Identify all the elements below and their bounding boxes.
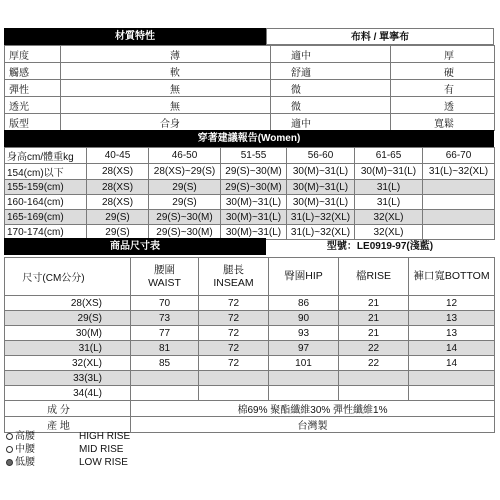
size-value (269, 371, 339, 386)
rise-option (6, 443, 206, 456)
recommend-header-cell: 51-55 (221, 148, 287, 164)
material-value-mid: 微 (271, 80, 391, 97)
recommend-cell: 28(XS)~29(S) (149, 164, 221, 180)
size-header-zh: 腰圍 (154, 263, 175, 276)
material-value-mid: 適中 (271, 46, 391, 63)
size-value: 22 (339, 356, 409, 371)
size-value (339, 371, 409, 386)
composition-value: 棉69% 聚酯纖維30% 彈性纖維1% (131, 401, 495, 417)
size-label: 30(M) (5, 326, 131, 341)
size-header-cell (269, 258, 339, 296)
size-value (131, 371, 199, 386)
recommend-cell: 32(XL) (355, 210, 423, 225)
recommend-height-cell: 155-159(cm) (5, 180, 87, 195)
recommend-header-cell: 56-60 (287, 148, 355, 164)
size-value: 81 (131, 341, 199, 356)
composition-label: 成 分 (5, 401, 131, 417)
recommend-row (5, 210, 495, 225)
size-value: 101 (269, 356, 339, 371)
recommend-cell: 30(M)~31(L) (221, 225, 287, 240)
fabric-label: 布料 / 單寧布 (266, 28, 494, 45)
size-value (409, 371, 495, 386)
size-header-zh: 褲口寬BOTTOM (413, 270, 490, 282)
materials-row (5, 97, 495, 114)
size-value: 21 (339, 296, 409, 311)
origin-label: 產 地 (5, 417, 131, 433)
materials-title-bar (4, 28, 266, 45)
size-value (199, 371, 269, 386)
size-value: 86 (269, 296, 339, 311)
materials-row (5, 114, 495, 131)
size-header-zh: 檔RISE (355, 270, 391, 282)
rise-zh: 中腰 (15, 444, 35, 455)
size-row (5, 386, 495, 401)
circle-icon (6, 446, 13, 453)
size-value: 72 (199, 311, 269, 326)
recommend-cell: 30(M)~31(L) (221, 210, 287, 225)
materials-row (5, 63, 495, 80)
material-value-mid: 舒適 (271, 63, 391, 80)
recommend-header-cell: 66-70 (423, 148, 495, 164)
rise-zh: 低腰 (15, 457, 35, 468)
recommend-cell: 29(S)~30(M) (221, 180, 287, 195)
recommend-cell: 30(M)~31(L) (287, 195, 355, 210)
material-value-high: 透 (391, 97, 495, 114)
recommend-cell: 29(S) (87, 225, 149, 240)
recommend-cell: 29(S)~30(M) (149, 225, 221, 240)
recommend-cell (423, 180, 495, 195)
material-label: 版型 (5, 114, 61, 131)
size-value: 72 (199, 296, 269, 311)
size-row (5, 356, 495, 371)
size-header-zh: 腿長 (223, 263, 244, 276)
material-value-high: 有 (391, 80, 495, 97)
recommend-height-cell: 160-164(cm) (5, 195, 87, 210)
size-value (131, 386, 199, 401)
recommend-header-cell: 46-50 (149, 148, 221, 164)
size-value: 22 (339, 341, 409, 356)
size-title-bar (4, 238, 266, 255)
origin-value: 台灣製 (131, 417, 495, 433)
recommend-cell: 29(S)~30(M) (221, 164, 287, 180)
material-value-high: 硬 (391, 63, 495, 80)
size-table (4, 257, 495, 433)
materials-table (4, 45, 495, 131)
size-header-zh: 臀圍HIP (284, 270, 323, 282)
size-value: 21 (339, 326, 409, 341)
size-value (269, 386, 339, 401)
size-label: 29(S) (5, 311, 131, 326)
size-value: 93 (269, 326, 339, 341)
recommend-cell: 28(XS) (87, 195, 149, 210)
recommend-title: 穿著建議報告(Women) (197, 133, 301, 144)
size-header-en: INSEAM (213, 276, 254, 289)
recommend-row (5, 180, 495, 195)
model-number: 型號：LE0919-97(淺藍) (326, 241, 434, 252)
rise-en: MID RISE (79, 444, 124, 455)
size-title: 商品尺寸表 (110, 241, 160, 252)
material-label: 厚度 (5, 46, 61, 63)
material-label: 觸感 (5, 63, 61, 80)
rise-option (6, 430, 206, 443)
recommend-header-cell: 61-65 (355, 148, 423, 164)
recommend-cell (423, 195, 495, 210)
material-value-low: 無 (61, 80, 271, 97)
material-label: 透光 (5, 97, 61, 114)
size-row (5, 311, 495, 326)
size-label: 28(XS) (5, 296, 131, 311)
size-value: 70 (131, 296, 199, 311)
size-value: 14 (409, 356, 495, 371)
recommend-header-row (5, 148, 495, 164)
size-value: 77 (131, 326, 199, 341)
size-row (5, 296, 495, 311)
size-header-cell (131, 258, 199, 296)
recommend-cell: 29(S) (149, 180, 221, 195)
size-value (409, 386, 495, 401)
size-value: 72 (199, 326, 269, 341)
recommend-cell: 32(XL) (355, 225, 423, 240)
material-value-mid: 微 (271, 97, 391, 114)
size-value (339, 386, 409, 401)
size-header-main: 尺寸(CM公分) (5, 258, 131, 296)
recommend-cell: 28(XS) (87, 180, 149, 195)
size-value: 73 (131, 311, 199, 326)
recommend-table (4, 147, 495, 240)
size-value: 14 (409, 341, 495, 356)
rise-option (6, 456, 206, 469)
size-value: 72 (199, 356, 269, 371)
rise-en: HIGH RISE (79, 431, 131, 442)
size-value: 13 (409, 326, 495, 341)
size-value: 72 (199, 341, 269, 356)
material-value-high: 厚 (391, 46, 495, 63)
filled-circle-icon (6, 459, 13, 466)
rise-en: LOW RISE (79, 457, 128, 468)
material-value-low: 薄 (61, 46, 271, 63)
rise-zh: 高腰 (15, 431, 35, 442)
recommend-cell: 30(M)~31(L) (287, 164, 355, 180)
size-label: 33(3L) (5, 371, 131, 386)
recommend-cell (423, 210, 495, 225)
recommend-cell: 29(S) (87, 210, 149, 225)
material-label: 彈性 (5, 80, 61, 97)
recommend-cell: 31(L) (355, 180, 423, 195)
size-value (199, 386, 269, 401)
recommend-row (5, 195, 495, 210)
recommend-header-cell: 身高cm/體重kg (5, 148, 87, 164)
recommend-cell: 29(S) (149, 195, 221, 210)
recommend-header-cell: 40-45 (87, 148, 149, 164)
size-value: 21 (339, 311, 409, 326)
recommend-cell: 28(XS) (87, 164, 149, 180)
size-header-en: WAIST (148, 276, 181, 289)
size-header-row (5, 258, 495, 296)
rise-legend (6, 430, 206, 469)
recommend-cell: 31(L)~32(XL) (287, 225, 355, 240)
composition-row (5, 401, 495, 417)
materials-title: 材質特性 (115, 31, 155, 42)
recommend-height-cell: 154(cm)以下 (5, 164, 87, 180)
size-header-cell (199, 258, 269, 296)
size-row (5, 371, 495, 386)
size-label: 32(XL) (5, 356, 131, 371)
recommend-height-cell: 170-174(cm) (5, 225, 87, 240)
size-label: 34(4L) (5, 386, 131, 401)
recommend-title-bar (4, 130, 494, 147)
recommend-cell: 29(S)~30(M) (149, 210, 221, 225)
recommend-cell: 30(M)~31(L) (221, 195, 287, 210)
size-value: 90 (269, 311, 339, 326)
material-value-high: 寬鬆 (391, 114, 495, 131)
size-value: 85 (131, 356, 199, 371)
size-value: 97 (269, 341, 339, 356)
size-header-cell (339, 258, 409, 296)
recommend-row (5, 164, 495, 180)
recommend-cell: 30(M)~31(L) (355, 164, 423, 180)
material-value-low: 軟 (61, 63, 271, 80)
recommend-height-cell: 165-169(cm) (5, 210, 87, 225)
size-value: 12 (409, 296, 495, 311)
material-value-low: 無 (61, 97, 271, 114)
circle-icon (6, 433, 13, 440)
size-row (5, 326, 495, 341)
recommend-cell: 31(L)~32(XL) (423, 164, 495, 180)
recommend-cell: 31(L) (355, 195, 423, 210)
recommend-cell: 30(M)~31(L) (287, 180, 355, 195)
size-label: 31(L) (5, 341, 131, 356)
material-value-mid: 適中 (271, 114, 391, 131)
recommend-cell: 31(L)~32(XL) (287, 210, 355, 225)
size-header-cell (409, 258, 495, 296)
material-value-low: 合身 (61, 114, 271, 131)
materials-row (5, 80, 495, 97)
size-row (5, 341, 495, 356)
size-value: 13 (409, 311, 495, 326)
materials-row (5, 46, 495, 63)
